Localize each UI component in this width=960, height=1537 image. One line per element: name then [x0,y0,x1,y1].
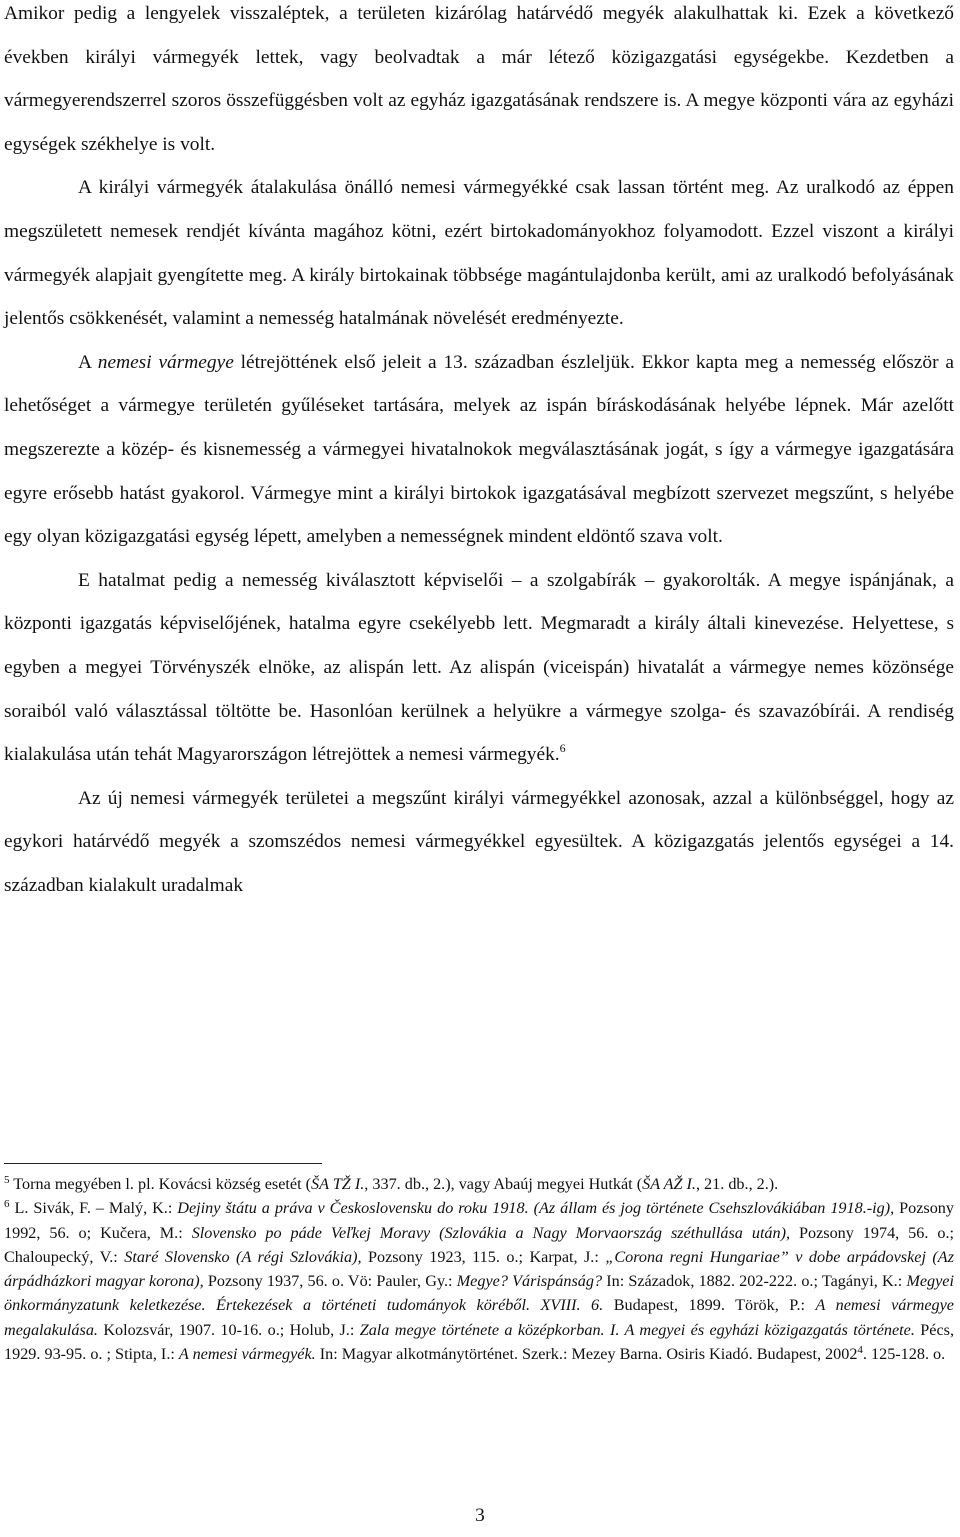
paragraph-2 [4,166,954,340]
text-run: Pozsony 1923, 115. o.; Karpat, J.: [361,1247,606,1266]
text-run: . 125-128. o. [862,1345,946,1364]
italic-text: Slovensko po páde Veľkej Moravy (Szlovákia a Nagy Morvaország széthullása után), [191,1223,791,1242]
text-run: Pozsony 1937, 56. o. Vö: Pauler, Gy.: [203,1272,457,1291]
footnote-6 [4,1196,954,1366]
text-run: A [78,351,98,373]
footnote-marker: 4 [857,1344,863,1357]
text-run: A királyi vármegyék átalakulása önálló nemesi vármegyékké csak lassan történt meg. Az uralkodó az éppen megszületett nemesek rendjét kívánta magához kötni, ezért birtokadományokhoz folyamodott. Ezzel viszont a királyi vármegyék alapjait gyengítette meg. A király birtokainak többsége magántulajdonba került, ami az uralkodó befolyásának jelentős csökkenését, valamint a nemesség hatalmának növelését eredményezte. [4,177,954,330]
text-run: In: Magyar alkotmánytörténet. Szerk.: Mezey Barna. Osiris Kiadó. Budapest, 2002 [315,1345,858,1364]
page-number: 3 [475,1505,485,1526]
text-run: Az új nemesi vármegyék területei a megszűnt királyi vármegyékkel azonosak, azzal a különbséggel, hogy az egykori határvédő megyék a szomszédos nemesi vármegyékkel egyesültek. A közigazgatás jelentős egységei a 14. században kialakult uradalmak [4,787,954,896]
italic-text: nemesi vármegye [97,351,234,373]
text-run: létrejöttének első jeleit a 13. században észleljük. Ekkor kapta meg a nemesség először a lehetőséget a vármegye területén gyűléseket tartására, melyek az ispán bíráskodásának helyébe lépnek. Már azelőtt megszerezte a közép- és kisnemesség a vármegyei hivatalnokok megválasztásának jogát, s így a vármegye igazgatására egyre erősebb hatást gyakorol. Vármegye mint a királyi birtokok igazgatásával megbízott szervezet megszűnt, s helyébe egy olyan közigazgatási egység lépett, amelyben a nemességnek mindent eldöntő szava volt. [4,351,954,548]
text-run: Pécs, 1929. 93-95. o. ; Stipta, I.: [4,1320,954,1364]
text-run: Kolozsvár, 1907. 10-16. o.; Holub, J.: [97,1320,360,1339]
italic-text: A nemesi vármegye megalakulása. [4,1296,954,1339]
paragraph-4 [4,559,954,777]
italic-text: Megye? Várispánság? [456,1272,603,1291]
footnote-marker: 6 [559,741,566,756]
body-text [4,0,954,907]
paragraph-1 [4,0,954,166]
text-run: E hatalmat pedig a nemesség kiválasztott képviselői – a szolgabírák – gyakorolták. A megye ispánjának, a központi igazgatás képviselőjének, hatalma egyre csekélyebb lett. Megmaradt a király általi kinevezése. Helyettese, s egyben a megyei Törvényszék elnöke, az alispán lett. Az alispán (viceispán) hivatalát a vármegye nemes közönsége soraiból való választással töltötte be. Hasonlóan kerülnek a helyükre a vármegye szolga- és szavazóbírái. A rendiség kialakulása után tehát Magyarországon létrejöttek a nemesi vármegyék. [4,569,954,766]
text-run: Pozsony 1992, 56. o; Kučera, M.: [4,1199,954,1242]
italic-text: ŠA AŽ I. [642,1175,696,1193]
text-run: , 21. db., 2.). [695,1175,779,1193]
italic-text: Dejiny štátu a práva v Československu do roku 1918. (Az állam és jog története Csehszlovákiában 1918.-ig), [177,1199,895,1218]
footnote-separator [4,1163,322,1164]
footnote-marker: 6 [4,1198,10,1211]
italic-text: Staré Slovensko (A régi Szlovákia), [124,1247,362,1266]
footnote-marker: 5 [4,1174,10,1186]
paragraph-5 [4,777,954,908]
footnote-5 [4,1172,954,1196]
text-run: L. Sivák, F. – Malý, K.: [9,1199,178,1218]
text-run: Amikor pedig a lengyelek visszaléptek, a területen kizárólag határvédő megyék alakulhattak ki. Ezek a következő években királyi vármegyék lettek, vagy beolvadtak a már létező közigazgatási egységekbe. Kezdetben a vármegyerendszerrel szoros összefüggésben volt az egyház igazgatásának rendszere is. A megye központi vára az egyházi egységek székhelye is volt. [4,3,954,155]
paragraph-3 [4,341,954,559]
text-run: Pozsony 1974, 56. o.; Chaloupecký, V.: [4,1223,954,1266]
text-run: Torna megyében l. pl. Kovácsi község esetét ( [9,1175,312,1193]
text-run: Budapest, 1899. Török, P.: [603,1296,816,1315]
italic-text: A nemesi vármegyék. [178,1345,316,1364]
text-run: In: Századok, 1882. 202-222. o.; Tagányi, K.: [602,1272,907,1291]
italic-text: Zala megye története a középkorban. I. A megyei és egyházi közigazgatás története. [359,1320,915,1339]
footnotes [4,1172,954,1366]
italic-text: „Corona regni Hungariae” v dobe arpádovskej (Az árpádházkori magyar korona), [4,1247,954,1291]
italic-text: Megyei önkormányzatunk keletkezése. Értekezések a történeti tudományok köréből. XVIII. 6. [4,1272,954,1315]
italic-text: ŠA TŽ I. [311,1175,365,1193]
text-run: , 337. db., 2.), vagy Abaúj megyei Hutkát ( [364,1175,643,1193]
